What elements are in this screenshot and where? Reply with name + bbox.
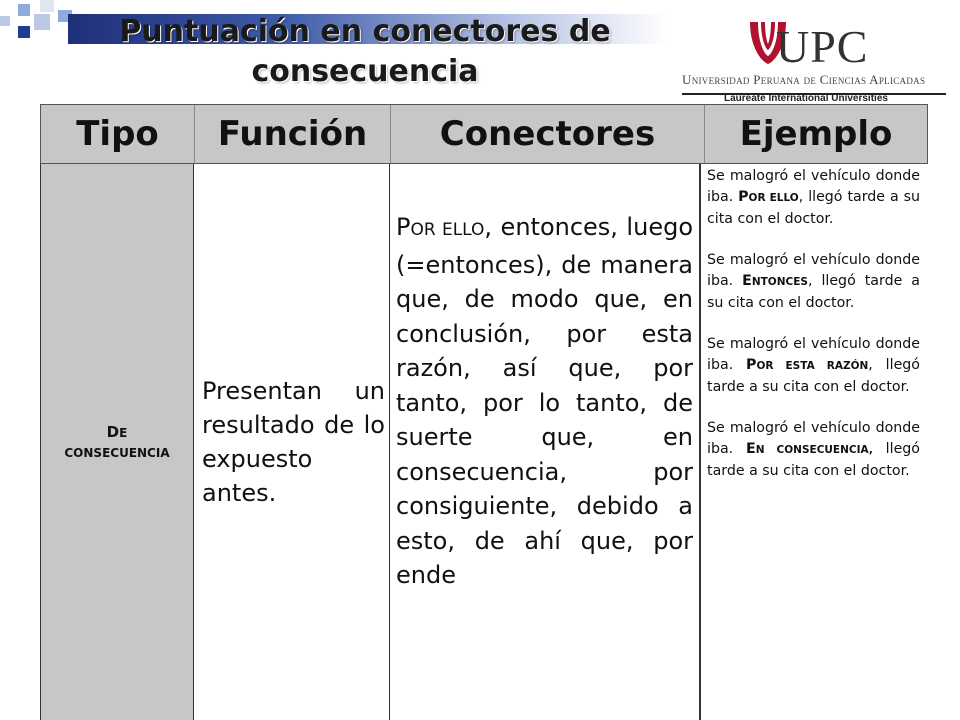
decorative-square: [34, 14, 50, 30]
ejemplo-item: Se malogró el vehículo donde iba. POR ESTA RAZÓN, llegó tarde a su cita con el doctor.: [707, 336, 920, 395]
tipo-text: DE CONSECUENCIA: [64, 422, 170, 460]
ejemplo-item: Se malogró el vehículo donde iba. POR ELLO, llegó tarde a su cita con el doctor.: [707, 168, 920, 227]
header-tipo: Tipo: [41, 105, 195, 163]
conectores-cell: [390, 164, 700, 720]
table-row: [40, 164, 924, 720]
logo-university: Universidad Peruana de Ciencias Aplicadas: [682, 72, 926, 87]
table-header: [40, 104, 928, 164]
decorative-square: [18, 26, 30, 38]
conectores-text: POR ELLO, entonces, luego (=entonces), de manera que, de modo que, en conclusión, por esta razón, así que, por tanto, por lo tanto, de suerte que, en consecuencia, por consiguiente, debido a esto, de ahí que, por ende: [396, 213, 693, 589]
funcion-cell: [194, 164, 390, 720]
header-ejemplo: Ejemplo: [739, 114, 893, 154]
tipo-cell: [40, 164, 194, 720]
ejemplo-item: Se malogró el vehículo donde iba. ENTONCES, llegó tarde a su cita con el doctor.: [707, 252, 920, 311]
decorative-square: [40, 0, 54, 12]
ejemplo-cell: [700, 164, 924, 720]
ejemplo-item: Se malogró el vehículo donde iba. EN CONSECUENCIA, llegó tarde a su cita con el doctor.: [707, 420, 920, 479]
decorative-square: [18, 4, 30, 16]
logo-network: Laureate International Universities: [724, 93, 888, 104]
logo-brand: UPC: [776, 21, 869, 72]
funcion-text: Presentan un resultado de lo expuesto antes.: [202, 377, 385, 507]
slide-title: Puntuación en conectores de consecuencia: [119, 14, 611, 89]
upc-logo: [676, 16, 946, 102]
header-funcion: Función: [195, 105, 391, 163]
header-conectores: Conectores: [391, 105, 705, 163]
decorative-square: [0, 16, 10, 26]
